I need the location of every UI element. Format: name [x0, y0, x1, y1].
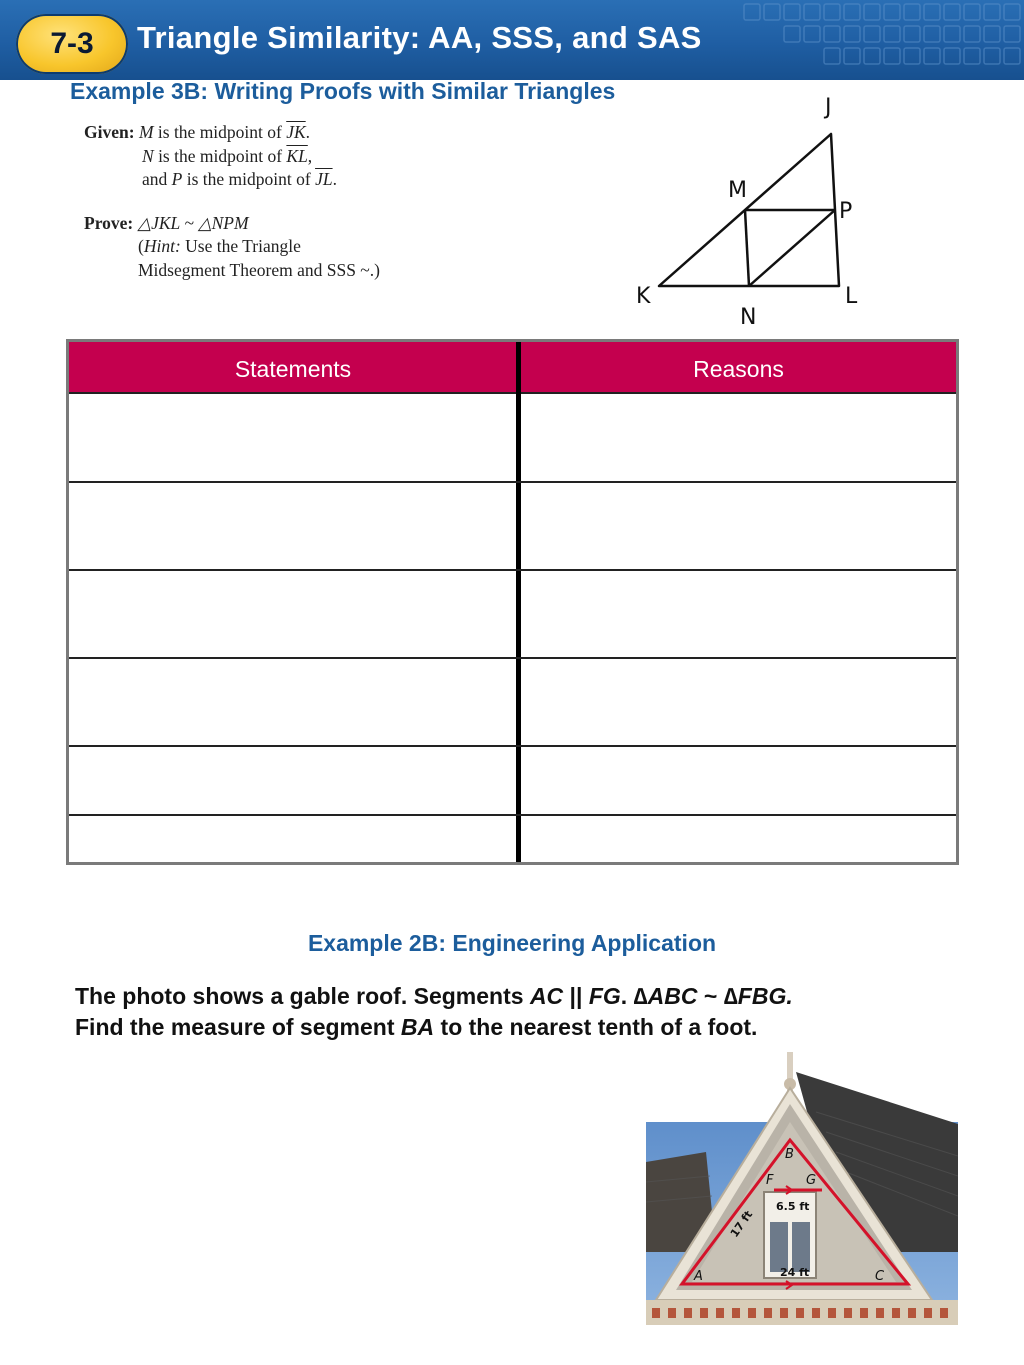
given-line-3: and P is the midpoint of $\overline{JL}$.	[142, 169, 337, 189]
row-divider	[69, 481, 956, 483]
problem-text-2: Find the measure of segment	[75, 1014, 401, 1040]
header-reasons: Reasons	[693, 356, 784, 382]
problem-line-2	[75, 1012, 793, 1043]
gable-roof-photo	[646, 1052, 958, 1325]
lesson-number: 7-3	[50, 27, 94, 60]
segment-mn	[745, 210, 749, 286]
given-text-2: is the midpoint of	[153, 145, 287, 166]
parallel-symbol: ||	[563, 983, 589, 1009]
problem-text-3: to the nearest tenth of a foot.	[434, 1014, 758, 1040]
prove-statement: △JKL ~ △NPM	[137, 212, 249, 233]
segment-jl: $\overline{JL}$	[315, 169, 333, 189]
label-j: J	[825, 95, 832, 120]
statement-cell-1[interactable]	[79, 402, 509, 472]
proof-table	[66, 339, 959, 865]
similar-symbol: ~ ∆	[697, 983, 738, 1009]
photo-label-g: G	[806, 1173, 817, 1188]
given-line-1: Given: M is the midpoint of $\overline{JK}$.	[84, 122, 311, 142]
reason-cell-5[interactable]	[529, 754, 949, 806]
triangle-abc: ABC	[647, 983, 698, 1009]
row-divider	[69, 569, 956, 571]
problem-line-1	[75, 981, 793, 1012]
reason-cell-3[interactable]	[529, 578, 949, 648]
segment-ac: AC	[529, 983, 564, 1009]
example-3b-title: Example 3B: Writing Proofs with Similar Triangles	[70, 78, 616, 104]
problem-text: The photo shows a gable roof. Segments	[75, 983, 530, 1009]
given-var-p: P	[171, 169, 183, 189]
triangle-symbol: . ∆	[620, 983, 648, 1009]
label-l: L	[845, 284, 858, 309]
row-divider	[69, 657, 956, 659]
header-statements: Statements	[234, 356, 352, 382]
segment-fg: FG	[588, 983, 621, 1009]
prove-line	[84, 212, 380, 236]
statement-cell-4[interactable]	[79, 666, 509, 736]
statement-cell-3[interactable]	[79, 578, 509, 648]
photo-label-b: B	[785, 1147, 794, 1162]
hint-text: Use the Triangle	[180, 236, 301, 256]
given-var-n: N	[142, 145, 154, 166]
photo-label-c: C	[875, 1269, 885, 1284]
statement-cell-6[interactable]	[79, 822, 509, 858]
hint-paren: (	[138, 236, 144, 256]
triangle-fbg: FBG.	[737, 983, 793, 1009]
given-var-m: M	[138, 122, 154, 142]
photo-label-ac-length: 24 ft	[780, 1266, 810, 1279]
given-label: Given:	[84, 122, 135, 142]
given-prove-block	[84, 121, 380, 282]
segment-np	[749, 210, 835, 286]
label-p: P	[839, 199, 853, 224]
column-divider	[516, 342, 521, 862]
given-text-3c: is the midpoint of	[182, 169, 316, 189]
photo-label-a: A	[694, 1269, 703, 1284]
segment-jk: $\overline{JK}$	[286, 122, 306, 142]
lesson-title: Triangle Similarity: AA, SSS, and SAS	[137, 20, 702, 55]
header-banner	[0, 0, 1024, 80]
photo-label-f: F	[766, 1173, 774, 1188]
hint-line-2	[84, 259, 380, 283]
reason-cell-2[interactable]	[529, 490, 949, 560]
example-2b-problem	[75, 981, 793, 1043]
lesson-badge	[16, 14, 128, 74]
statement-cell-2[interactable]	[79, 490, 509, 560]
reason-cell-6[interactable]	[529, 822, 949, 858]
given-line-2: N is the midpoint of $\overline{KL}$,	[142, 145, 313, 166]
example-2b-title: Example 2B: Engineering Application	[307, 930, 717, 956]
reason-cell-1[interactable]	[529, 402, 949, 472]
row-divider	[69, 745, 956, 747]
reason-cell-4[interactable]	[529, 666, 949, 736]
statement-cell-5[interactable]	[79, 754, 509, 806]
hint-label: Hint:	[143, 236, 181, 256]
hint-line-1	[84, 235, 380, 259]
label-m: M	[728, 178, 747, 203]
triangle-jkl-diagram	[625, 90, 865, 330]
photo-label-fg-length: 6.5 ft	[776, 1200, 810, 1213]
photo-label-ab-length: 17 ft	[727, 1208, 756, 1240]
hint-text-2: Midsegment Theorem and SSS ~.)	[138, 259, 380, 280]
proof-table-header	[69, 342, 956, 394]
given-text-3a: and	[142, 169, 172, 189]
prove-label: Prove:	[84, 212, 134, 233]
row-divider	[69, 814, 956, 816]
label-n: N	[740, 305, 757, 330]
segment-kl: $\overline{KL}$	[286, 145, 308, 166]
given-text-1: is the midpoint of	[153, 122, 287, 142]
label-k: K	[636, 284, 651, 309]
segment-ba: BA	[400, 1014, 435, 1040]
